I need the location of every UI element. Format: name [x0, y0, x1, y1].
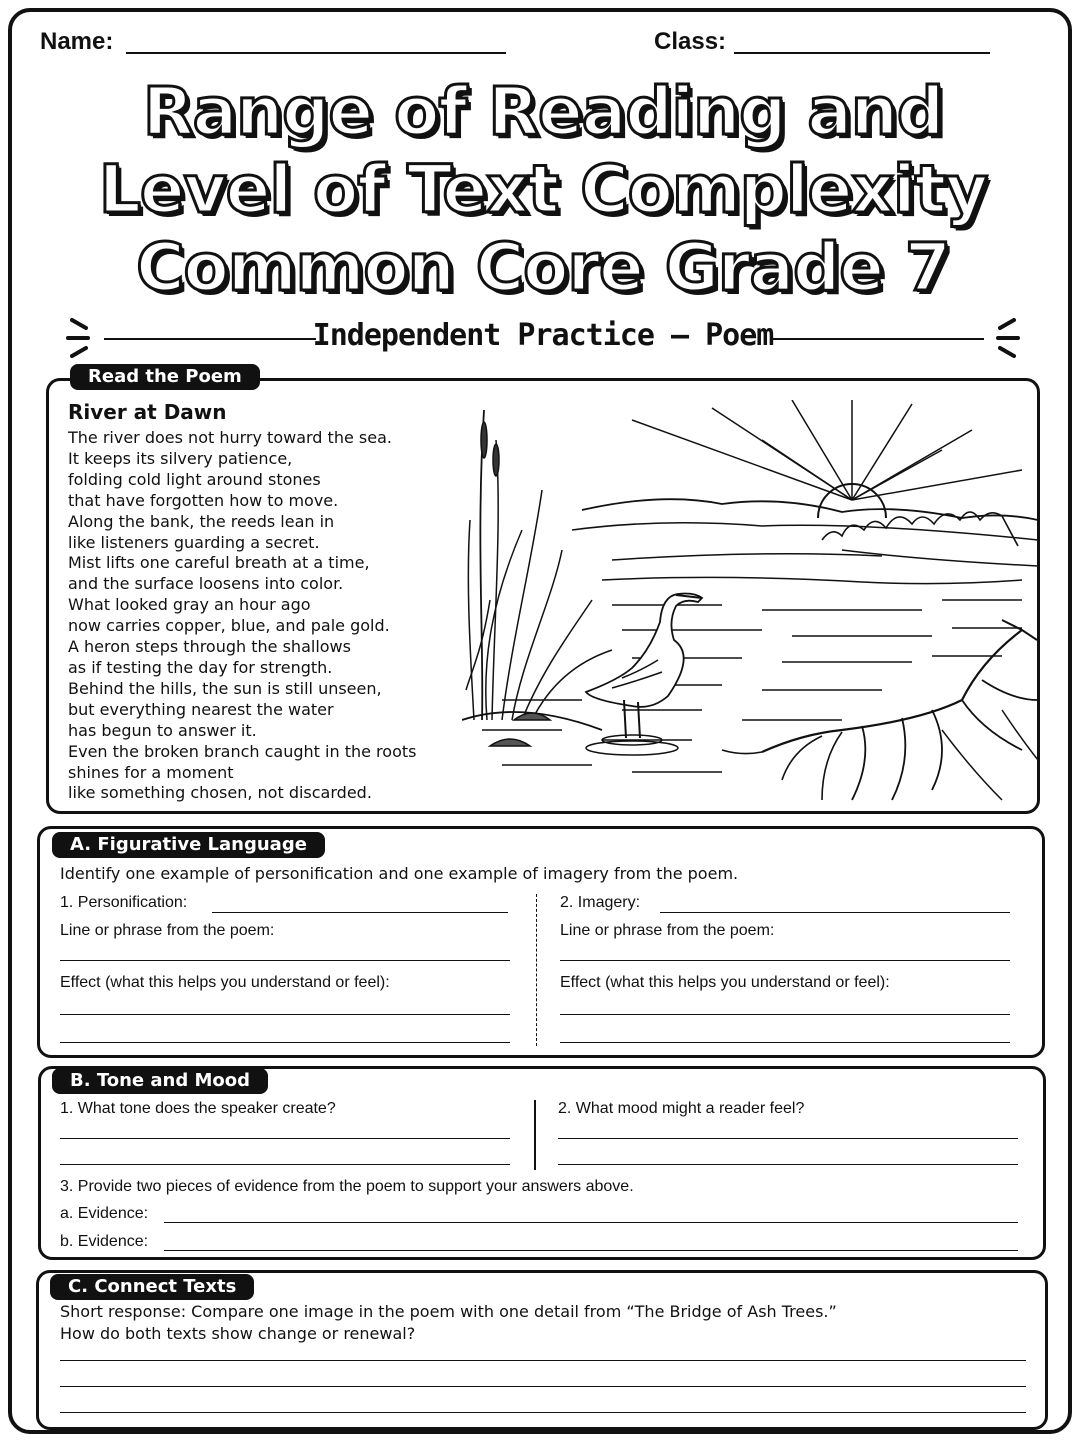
- name-field[interactable]: [126, 52, 506, 54]
- poem-line: now carries copper, blue, and pale gold.: [68, 616, 390, 636]
- section-a-tab: A. Figurative Language: [52, 832, 325, 858]
- imagery-label: 2. Imagery:: [560, 894, 641, 911]
- evidence-question: 3. Provide two pieces of evidence from the poem to support your answers above.: [60, 1178, 634, 1195]
- class-field[interactable]: [734, 52, 990, 54]
- personification-label: 1. Personification:: [60, 894, 188, 911]
- poem-line: but everything nearest the water: [68, 699, 334, 719]
- tone-answer-line-2[interactable]: [60, 1164, 510, 1165]
- poem-line: Mist lifts one careful breath at a time,: [68, 553, 370, 573]
- evidence-b-line[interactable]: [164, 1250, 1018, 1251]
- poem-line: A heron steps through the shallows: [68, 637, 351, 657]
- section-c-tab: C. Connect Texts: [50, 1274, 254, 1300]
- evidence-a-label: a. Evidence:: [60, 1205, 149, 1222]
- river-heron-illustration: [462, 400, 1038, 804]
- imagery-effect-label: Effect (what this helps you understand or feel):: [560, 974, 890, 991]
- poem-text: [68, 428, 416, 804]
- class-label: Class:: [654, 28, 727, 55]
- poem-line: and the surface loosens into color.: [68, 574, 344, 594]
- personification-answer-line[interactable]: [212, 912, 508, 913]
- mood-answer-line-1[interactable]: [558, 1138, 1018, 1139]
- tone-question: 1. What tone does the speaker create?: [60, 1100, 336, 1117]
- poem-line: Along the bank, the reeds lean in: [68, 511, 335, 531]
- subtitle: Independent Practice — Poem: [312, 318, 774, 353]
- evidence-b-label: b. Evidence:: [60, 1233, 149, 1250]
- imagery-phrase-line[interactable]: [560, 960, 1010, 961]
- section-b-divider: [534, 1100, 536, 1170]
- personification-effect-line-2[interactable]: [60, 1042, 510, 1043]
- connect-response-line-3[interactable]: [60, 1412, 1026, 1413]
- page-title-line-1: Range of Reading and: [142, 73, 944, 150]
- section-b-tone-and-mood: [38, 1066, 1046, 1260]
- imagery-phrase-label: Line or phrase from the poem:: [560, 922, 775, 939]
- burst-right-icon: [988, 316, 1022, 362]
- poem-line: It keeps its silvery patience,: [68, 448, 293, 468]
- poem-title: River at Dawn: [68, 400, 227, 424]
- personification-effect-line-1[interactable]: [60, 1014, 510, 1015]
- connect-prompt-line-1: Short response: Compare one image in the poem with one detail from “The Bridge of Ash Trees.”: [60, 1302, 837, 1321]
- mood-answer-line-2[interactable]: [558, 1164, 1018, 1165]
- poem-line: folding cold light around stones: [68, 469, 321, 489]
- imagery-effect-line-1[interactable]: [560, 1014, 1010, 1015]
- poem-line: The river does not hurry toward the sea.: [68, 428, 392, 447]
- tone-answer-line-1[interactable]: [60, 1138, 510, 1139]
- section-a-divider: [536, 894, 537, 1046]
- subtitle-rule-right: [772, 338, 984, 340]
- section-a-instruction: Identify one example of personification and one example of imagery from the poem.: [60, 864, 739, 883]
- connect-response-line-1[interactable]: [60, 1360, 1026, 1361]
- personification-effect-label: Effect (what this helps you understand or feel):: [60, 974, 390, 991]
- poem-line: as if testing the day for strength.: [68, 657, 333, 677]
- imagery-answer-line[interactable]: [660, 912, 1010, 913]
- poem-line: Even the broken branch caught in the roots: [68, 741, 417, 761]
- connect-prompt-line-2: How do both texts show change or renewal?: [60, 1324, 416, 1343]
- poem-line: Behind the hills, the sun is still unseen,: [68, 678, 382, 698]
- subtitle-row: [60, 316, 1026, 366]
- poem-section-tab: Read the Poem: [70, 364, 260, 390]
- evidence-a-line[interactable]: [164, 1222, 1018, 1223]
- mood-question: 2. What mood might a reader feel?: [558, 1100, 805, 1117]
- poem-line: What looked gray an hour ago: [68, 595, 311, 615]
- section-b-tab: B. Tone and Mood: [52, 1068, 268, 1094]
- page-title-line-3: Common Core Grade 7: [136, 229, 950, 306]
- poem-line: like something chosen, not discarded.: [68, 783, 372, 803]
- name-label: Name:: [40, 28, 114, 55]
- connect-response-line-2[interactable]: [60, 1386, 1026, 1387]
- poem-line: shines for a moment: [68, 762, 234, 782]
- section-a-figurative-language: [37, 826, 1045, 1058]
- page-title-line-2: Level of Text Complexity: [98, 151, 988, 228]
- personification-phrase-label: Line or phrase from the poem:: [60, 922, 275, 939]
- personification-phrase-line[interactable]: [60, 960, 510, 961]
- poem-line: like listeners guarding a secret.: [68, 532, 320, 552]
- poem-line: has begun to answer it.: [68, 720, 257, 740]
- imagery-effect-line-2[interactable]: [560, 1042, 1010, 1043]
- poem-line: that have forgotten how to move.: [68, 490, 339, 510]
